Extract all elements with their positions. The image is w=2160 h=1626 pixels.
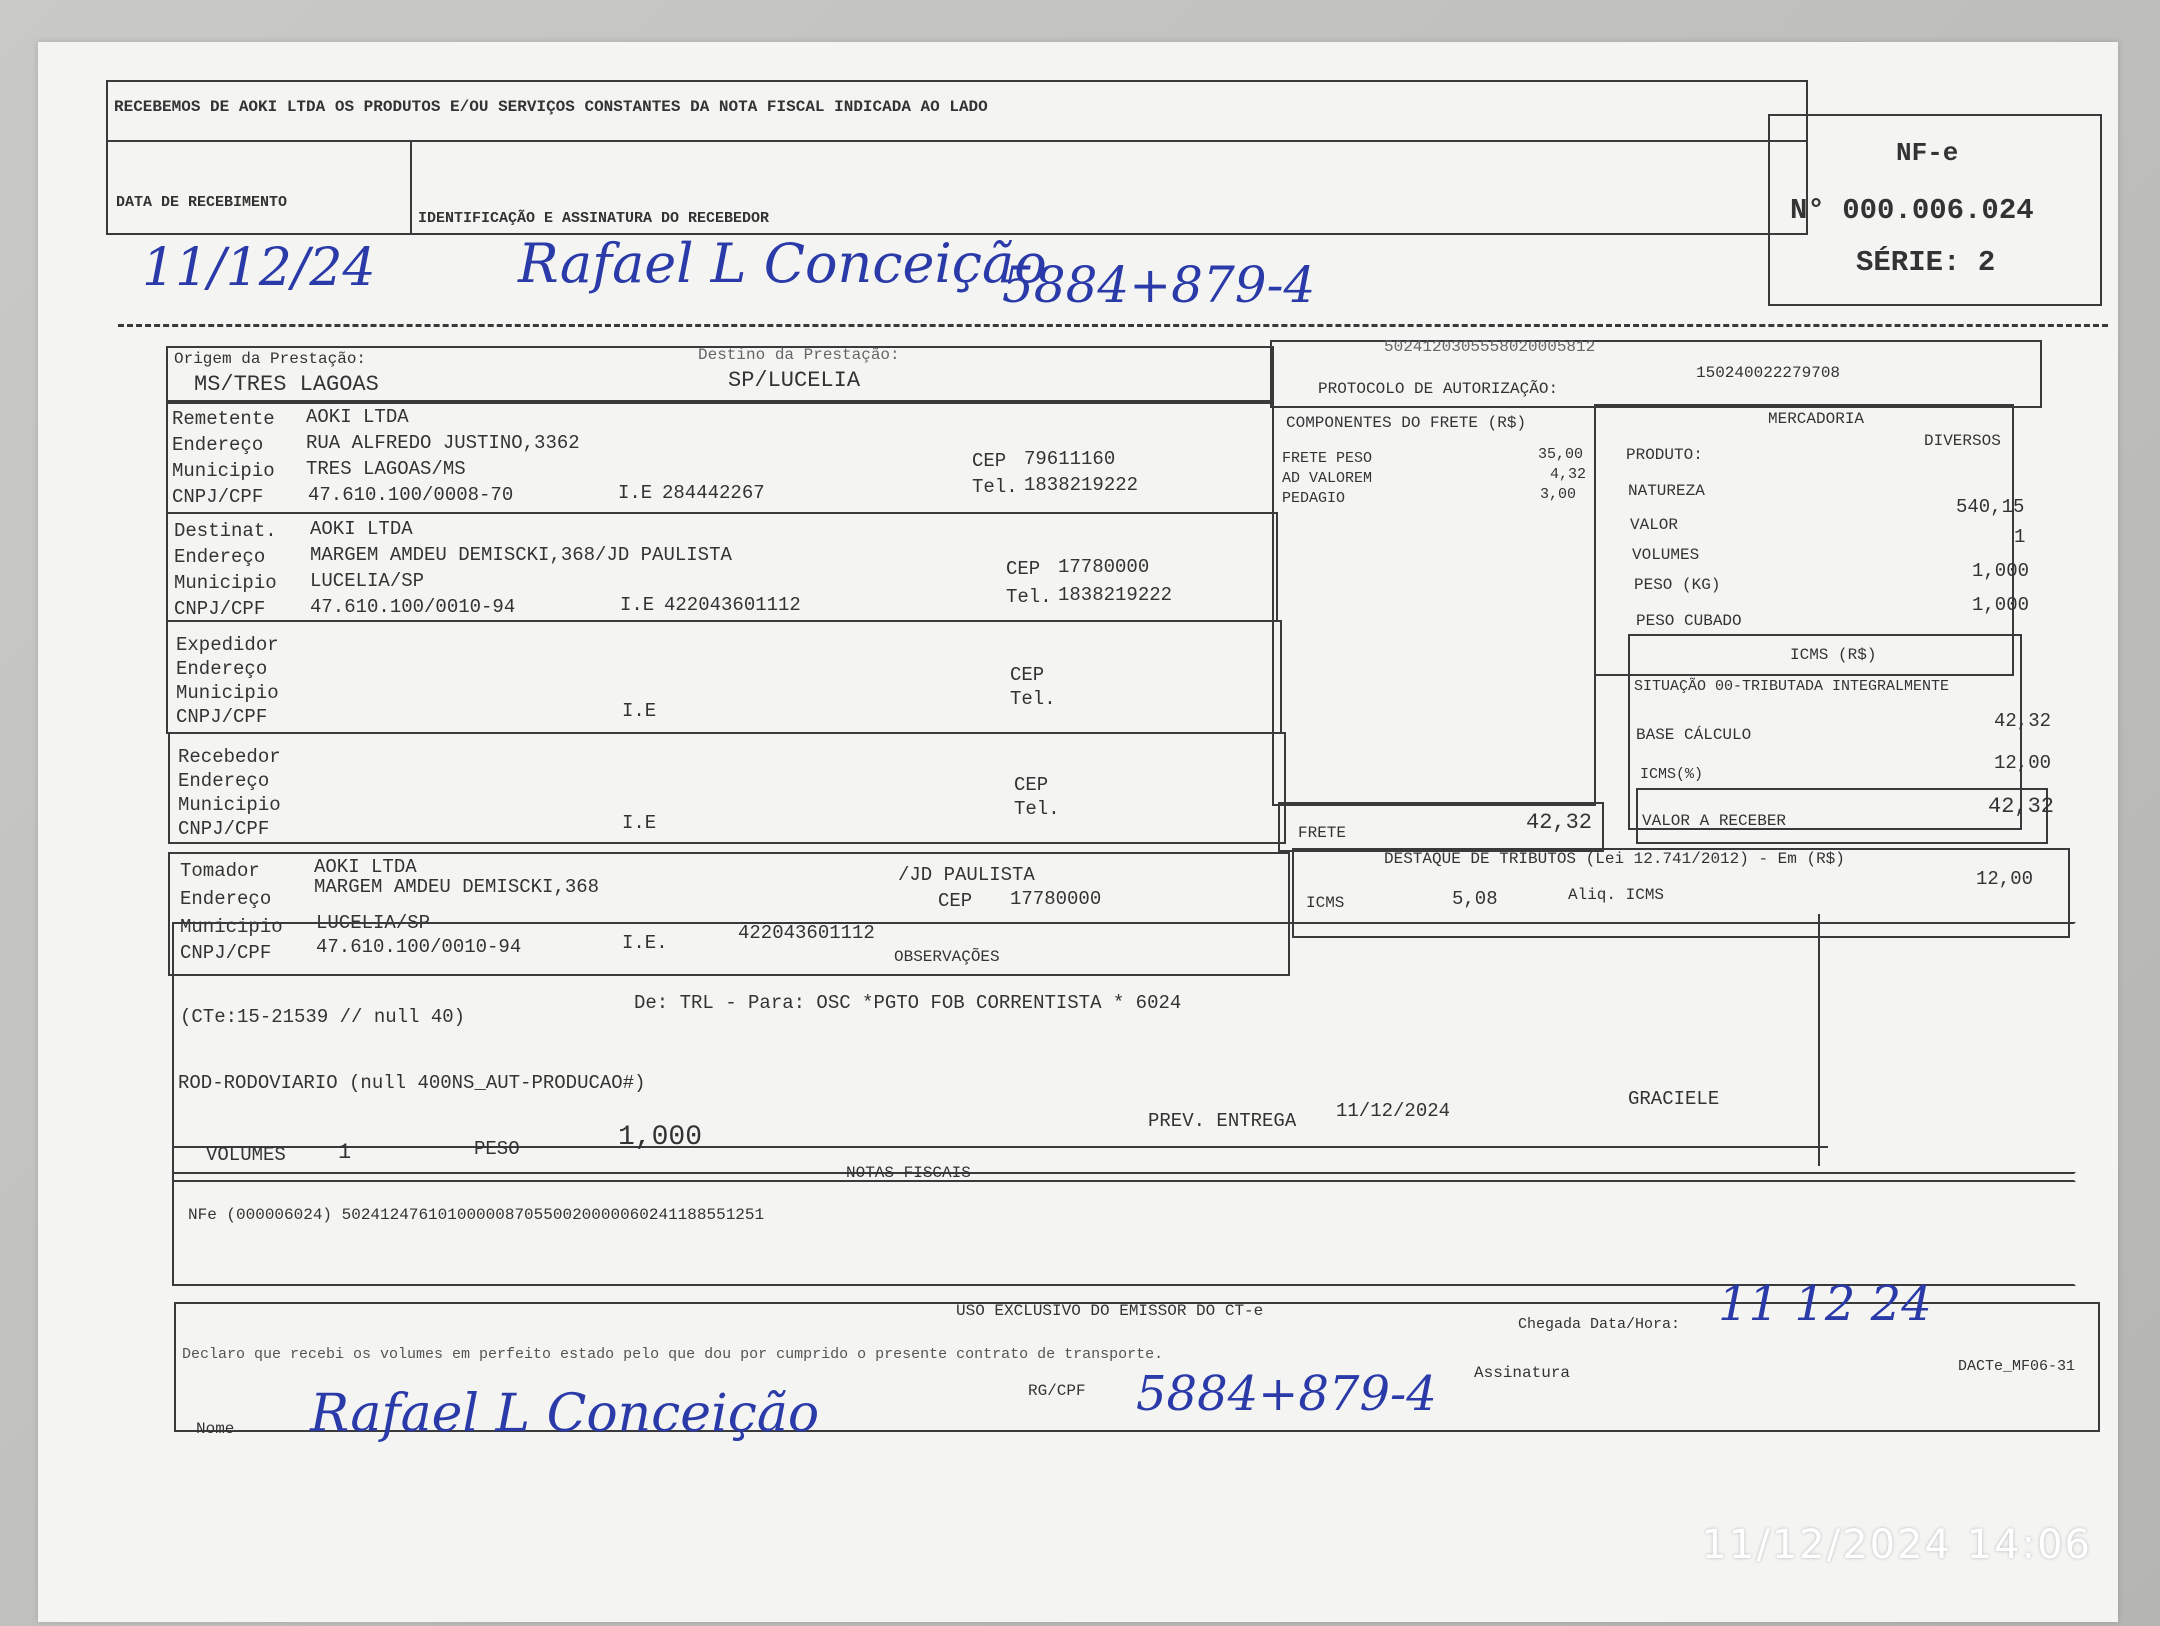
origem-label: Origem da Prestação: xyxy=(174,350,367,368)
tomador-bairro: /JD PAULISTA xyxy=(898,864,1035,886)
expedidor-tel-label: Tel. xyxy=(1010,688,1056,710)
destinatario-endereco-label: Endereço xyxy=(174,546,266,568)
obs-line1: (CTe:15-21539 // null 40) xyxy=(180,1006,466,1028)
destinatario-municipio-label: Municipio xyxy=(174,572,277,594)
valor-receber-value: 42,32 xyxy=(1988,794,2055,819)
remetente-endereco: RUA ALFREDO JUSTINO,3362 xyxy=(306,432,580,454)
chave-partial: 5024120305558020005812 xyxy=(1384,338,1596,356)
destinatario-cep-label: CEP xyxy=(1006,558,1041,580)
remetente-cep: 79611160 xyxy=(1024,448,1116,470)
icms-situacao: SITUAÇÃO 00-TRIBUTADA INTEGRALMENTE xyxy=(1634,678,1950,695)
destinatario-cnpj-label: CNPJ/CPF xyxy=(174,598,266,620)
frete-label: FRETE xyxy=(1298,824,1347,842)
prev-entrega-label: PREV. ENTREGA xyxy=(1148,1110,1297,1132)
protocolo-label: PROTOCOLO DE AUTORIZAÇÃO: xyxy=(1318,380,1559,398)
produto-label: PRODUTO: xyxy=(1626,446,1703,464)
obs-name: GRACIELE xyxy=(1628,1088,1720,1110)
tomador-cep: 17780000 xyxy=(1010,888,1102,910)
tributos-icms-label: ICMS xyxy=(1306,894,1345,912)
emissor-title: USO EXCLUSIVO DO EMISSOR DO CT-e xyxy=(956,1302,1264,1320)
remetente-endereco-label: Endereço xyxy=(172,434,264,456)
destinatario-cep: 17780000 xyxy=(1058,556,1150,578)
tomador-name: AOKI LTDA xyxy=(314,856,417,878)
photo-timestamp: 11/12/2024 14:06 xyxy=(1701,1522,2092,1568)
expedidor-cep-label: CEP xyxy=(1010,664,1045,686)
base-calculo-label: BASE CÁLCULO xyxy=(1636,726,1752,744)
recebedor-cep-label: CEP xyxy=(1014,774,1049,796)
tomador-cnpj-label: CNPJ/CPF xyxy=(180,942,272,964)
natureza-label: NATUREZA xyxy=(1628,482,1705,500)
obs-line2: ROD-RODOVIARIO (null 400NS_AUT-PRODUCAO#) xyxy=(178,1072,646,1094)
prev-entrega-value: 11/12/2024 xyxy=(1336,1100,1451,1122)
tomador-endereco-label: Endereço xyxy=(180,888,272,910)
expedidor-label: Expedidor xyxy=(176,634,279,656)
receiver-rg-handwritten: 5884+879-4 xyxy=(1002,256,1316,314)
tomador-cep-label: CEP xyxy=(938,890,973,912)
tomador-municipio-label: Municipio xyxy=(180,916,283,938)
peso-cubado-label: PESO CUBADO xyxy=(1636,612,1742,630)
destino-label: Destino da Prestação: xyxy=(698,346,900,364)
destinatario-label: Destinat. xyxy=(174,520,277,542)
nfe-label: NF-e xyxy=(1896,138,1959,168)
destinatario-cnpj: 47.610.100/0010-94 xyxy=(310,596,516,618)
destinatario-tel-label: Tel. xyxy=(1006,586,1052,608)
obs-volumes-label: VOLUMES xyxy=(206,1144,286,1166)
valor-receber-label: VALOR A RECEBER xyxy=(1642,812,1787,830)
obs-peso-value: 1,000 xyxy=(618,1122,703,1153)
recebedor-box xyxy=(168,732,1286,844)
expedidor-municipio-label: Municipio xyxy=(176,682,279,704)
componente-2-value: 3,00 xyxy=(1540,486,1577,503)
notas-nfe: NFe (000006024) 50241247610100000870550020000060241188551251 xyxy=(188,1206,765,1224)
origem-value: MS/TRES LAGOAS xyxy=(194,372,379,397)
componente-1-label: AD VALOREM xyxy=(1282,470,1373,487)
destinatario-ie-label: I.E xyxy=(620,594,655,616)
chegada-label: Chegada Data/Hora: xyxy=(1518,1316,1681,1333)
notas-title: NOTAS FISCAIS xyxy=(846,1164,971,1182)
observacoes-title: OBSERVAÇÕES xyxy=(894,948,1000,966)
frete-value: 42,32 xyxy=(1526,810,1593,835)
componente-0-label: FRETE PESO xyxy=(1282,450,1373,467)
remetente-cnpj-label: CNPJ/CPF xyxy=(172,486,264,508)
obs-peso-label: PESO xyxy=(474,1138,520,1160)
tear-line xyxy=(118,324,2108,327)
tomador-ie-label: I.E. xyxy=(622,932,668,954)
nome-label: Nome xyxy=(196,1420,235,1438)
observacoes-box xyxy=(172,922,2076,1182)
dacte-document xyxy=(38,42,2118,1622)
componente-0-value: 35,00 xyxy=(1538,446,1584,463)
mercadoria-title: MERCADORIA xyxy=(1768,410,1865,428)
remetente-tel-label: Tel. xyxy=(972,476,1018,498)
recebedor-municipio-label: Municipio xyxy=(178,794,281,816)
receipt-header: RECEBEMOS DE AOKI LTDA OS PRODUTOS E/OU SERVIÇOS CONSTANTES DA NOTA FISCAL INDICADA AO LADO xyxy=(114,98,988,116)
peso-value: 1,000 xyxy=(1972,560,2030,582)
remetente-ie: 284442267 xyxy=(662,482,765,504)
expedidor-endereco-label: Endereço xyxy=(176,658,268,680)
produto-value: DIVERSOS xyxy=(1924,432,2001,450)
valor-value: 540,15 xyxy=(1956,496,2025,518)
peso-cubado-value: 1,000 xyxy=(1972,594,2030,616)
remetente-label: Remetente xyxy=(172,408,275,430)
componente-1-value: 4,32 xyxy=(1550,466,1587,483)
recebedor-ie-label: I.E xyxy=(622,812,657,834)
peso-label: PESO (KG) xyxy=(1634,576,1721,594)
destinatario-tel: 1838219222 xyxy=(1058,584,1173,606)
tomador-endereco: MARGEM AMDEU DEMISCKI,368 xyxy=(314,876,600,898)
recebedor-label: Recebedor xyxy=(178,746,281,768)
icms-title: ICMS (R$) xyxy=(1790,646,1877,664)
notas-fiscais-box xyxy=(172,1172,2076,1286)
nfe-number: N° 000.006.024 xyxy=(1790,194,2034,227)
volumes-value: 1 xyxy=(2014,526,2026,548)
date-handwritten: 11/12/24 xyxy=(142,238,376,298)
tributos-icms-value: 5,08 xyxy=(1452,888,1498,910)
obs-line1b: De: TRL - Para: OSC *PGTO FOB CORRENTISTA * 6024 xyxy=(634,992,1182,1014)
nfe-serie: SÉRIE: 2 xyxy=(1856,246,1996,279)
remetente-municipio: TRES LAGOAS/MS xyxy=(306,458,466,480)
icms-aliq-label: ICMS(%) xyxy=(1640,766,1704,783)
destinatario-municipio: LUCELIA/SP xyxy=(310,570,425,592)
declaro-text: Declaro que recebi os volumes em perfeito estado pelo que dou por cumprido o presente contrato de transporte. xyxy=(182,1346,1164,1363)
receiver-signature: Rafael L Conceição xyxy=(518,232,1047,295)
remetente-tel: 1838219222 xyxy=(1024,474,1139,496)
chegada-handwritten: 11 12 24 xyxy=(1718,1276,1932,1332)
tributos-aliq-label: Aliq. ICMS xyxy=(1568,886,1665,904)
destinatario-ie: 422043601112 xyxy=(664,594,801,616)
remetente-cep-label: CEP xyxy=(972,450,1007,472)
valor-label: VALOR xyxy=(1630,516,1679,534)
tomador-cnpj: 47.610.100/0010-94 xyxy=(316,936,522,958)
recebedor-cnpj-label: CNPJ/CPF xyxy=(178,818,270,840)
remetente-cnpj: 47.610.100/0008-70 xyxy=(308,484,514,506)
destinatario-name: AOKI LTDA xyxy=(310,518,413,540)
destino-value: SP/LUCELIA xyxy=(728,368,861,393)
recebedor-tel-label: Tel. xyxy=(1014,798,1060,820)
rg-label: RG/CPF xyxy=(1028,1382,1086,1400)
tomador-ie: 422043601112 xyxy=(738,922,875,944)
id-label: IDENTIFICAÇÃO E ASSINATURA DO RECEBEDOR xyxy=(418,210,770,227)
remetente-ie-label: I.E xyxy=(618,482,653,504)
tributos-aliq-value: 12,00 xyxy=(1976,868,2034,890)
tributos-title: DESTAQUE DE TRIBUTOS (Lei 12.741/2012) - Em (R$) xyxy=(1384,850,1845,868)
assinatura-label: Assinatura xyxy=(1474,1364,1571,1382)
date-label: DATA DE RECEBIMENTO xyxy=(116,194,288,211)
recebedor-endereco-label: Endereço xyxy=(178,770,270,792)
base-calculo-value: 42,32 xyxy=(1994,710,2052,732)
remetente-name: AOKI LTDA xyxy=(306,406,409,428)
icms-aliq-value: 12,00 xyxy=(1994,752,2052,774)
expedidor-box xyxy=(166,620,1282,734)
expedidor-ie-label: I.E xyxy=(622,700,657,722)
componente-2-label: PEDAGIO xyxy=(1282,490,1346,507)
form-code: DACTe_MF06-31 xyxy=(1958,1358,2076,1375)
nome-signature: Rafael L Conceição xyxy=(310,1384,820,1444)
obs-volumes-value: 1 xyxy=(338,1140,352,1165)
tomador-label: Tomador xyxy=(180,860,260,882)
volumes-label: VOLUMES xyxy=(1632,546,1700,564)
destinatario-endereco: MARGEM AMDEU DEMISCKI,368/JD PAULISTA xyxy=(310,544,732,566)
protocolo-value: 150240022279708 xyxy=(1696,364,1841,382)
remetente-municipio-label: Municipio xyxy=(172,460,275,482)
tomador-municipio: LUCELIA/SP xyxy=(316,912,431,934)
rg-handwritten: 5884+879-4 xyxy=(1136,1366,1437,1422)
componentes-title: COMPONENTES DO FRETE (R$) xyxy=(1286,414,1527,432)
expedidor-cnpj-label: CNPJ/CPF xyxy=(176,706,268,728)
